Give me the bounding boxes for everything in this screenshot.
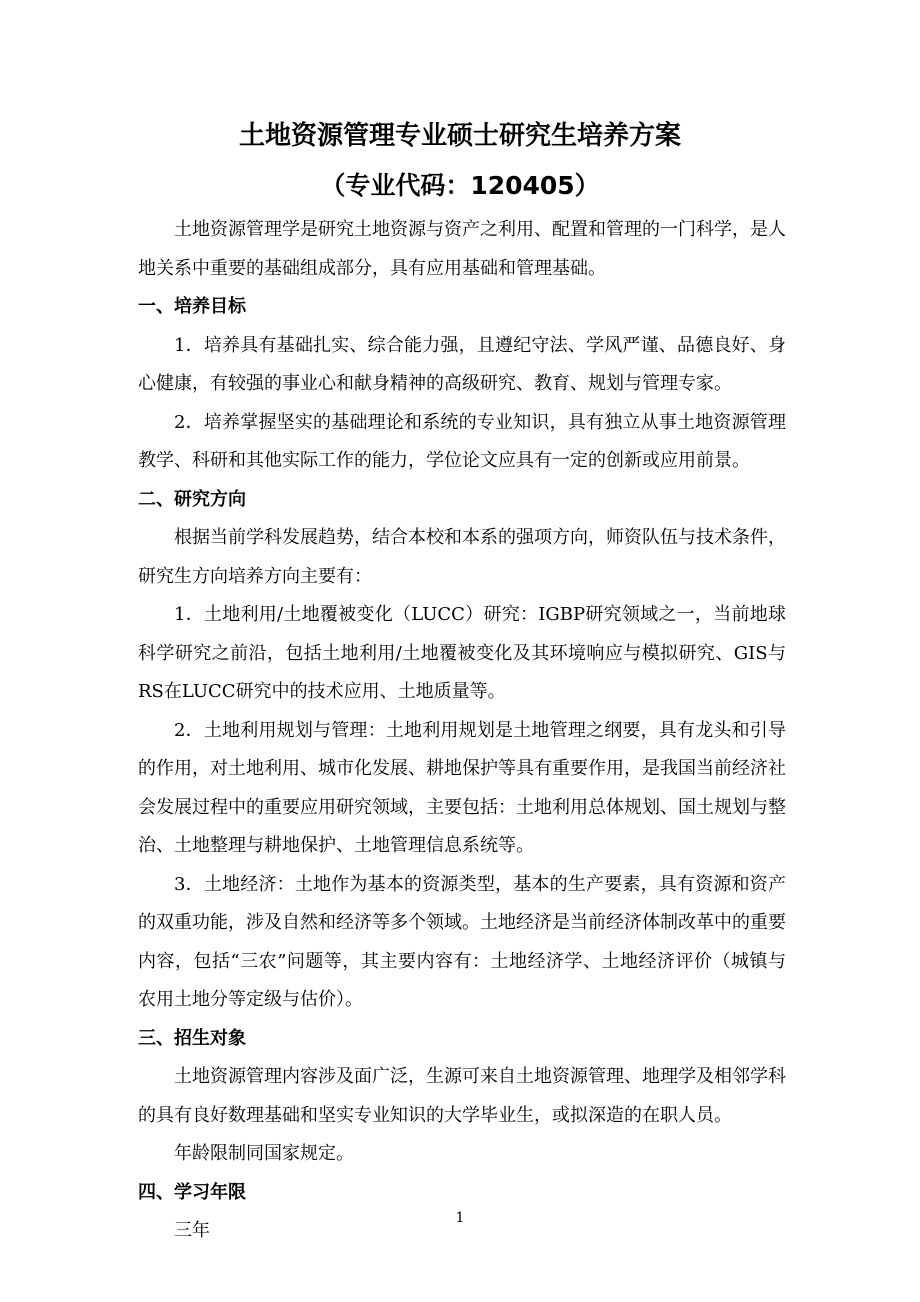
- section-heading: 一、培养目标: [138, 296, 246, 317]
- paragraph: 根据当前学科发展趋势，结合本校和本系的强项方向，师资队伍与技术条件，研究生方向培养方向主要有：: [138, 527, 786, 587]
- paragraph: 三年: [174, 1220, 210, 1241]
- page-number: 1: [455, 1210, 465, 1226]
- intro-paragraph: 土地资源管理学是研究土地资源与资产之利用、配置和管理的一门科学，是人地关系中重要的基础组成部分，具有应用基础和管理基础。: [138, 219, 786, 279]
- paragraph: 2．土地利用规划与管理：土地利用规划是土地管理之纲要，具有龙头和引导的作用，对土地利用、城市化发展、耕地保护等具有重要作用，是我国当前经济社会发展过程中的重要应用研究领域，主要包括：土地利用总体规划、国土规划与整治、土地整理与耕地保护、土地管理信息系统等。: [138, 719, 786, 856]
- major-code: （专业代码：120405）: [320, 171, 600, 200]
- paragraph: 1．培养具有基础扎实、综合能力强，且遵纪守法、学风严谨、品德良好、身心健康，有较强的事业心和献身精神的高级研究、教育、规划与管理专家。: [138, 334, 786, 394]
- paragraph: 年龄限制同国家规定。: [174, 1143, 354, 1164]
- paragraph: 1．土地利用/土地覆被变化（LUCC）研究：IGBP研究领域之一，当前地球科学研究之前沿，包括土地利用/土地覆被变化及其环境响应与模拟研究、GIS与RS在LUCC研究中的技术应用、土地质量等。: [138, 604, 786, 702]
- section-training-objectives: [138, 288, 786, 481]
- document-title: 土地资源管理专业硕士研究生培养方案: [238, 121, 681, 151]
- section-research-directions: [138, 481, 786, 1020]
- section-heading: 四、学习年限: [138, 1181, 246, 1203]
- section-heading: 二、研究方向: [138, 488, 246, 510]
- paragraph: 2．培养掌握坚实的基础理论和系统的专业知识，具有独立从事土地资源管理教学、科研和其他实际工作的能力，学位论文应具有一定的创新或应用前景。: [138, 411, 786, 471]
- section-heading: 三、招生对象: [138, 1027, 246, 1049]
- document-body: [138, 211, 786, 1251]
- section-enrollment-targets: [138, 1020, 786, 1174]
- paragraph: 土地资源管理内容涉及面广泛，生源可来自土地资源管理、地理学及相邻学科的具有良好数理基础和坚实专业知识的大学毕业生，或拟深造的在职人员。: [138, 1066, 786, 1126]
- paragraph: 3．土地经济：土地作为基本的资源类型，基本的生产要素，具有资源和资产的双重功能，涉及自然和经济等多个领域。土地经济是当前经济体制改革中的重要内容，包括“三农”问题等，其主要内容有：土地经济学、土地经济评价（城镇与农用土地分等定级与估价）。: [138, 873, 786, 1010]
